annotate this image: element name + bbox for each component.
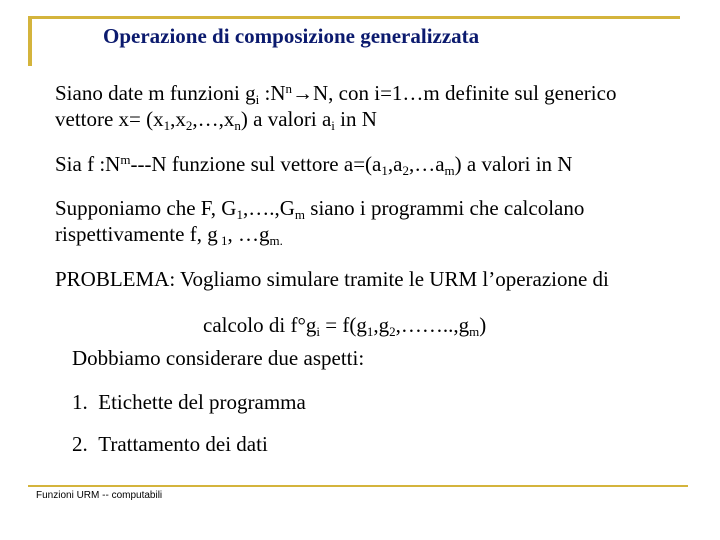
slide-title: Operazione di composizione generalizzata — [103, 24, 480, 48]
paragraph-aspects: Dobbiamo considerare due aspetti: — [72, 346, 365, 370]
paragraph-composition: calcolo di $f^\circ g_i$ = $f(g_1,g_2,\dots\dots..,g_m)$ — [203, 313, 487, 339]
bottom-rule — [28, 485, 688, 487]
footer-text: Funzioni URM -- computabili — [36, 490, 163, 501]
paragraph-problem: PROBLEMA: Vogliamo simulare tramite le URM l’operazione di — [55, 267, 609, 291]
paragraph-programs: Supponiamo che F, $G_1,\dots.,G_m$ siano i programmi che calcolano rispettivamente f, g $_1$, $\dots g_{m.}$ — [55, 196, 585, 248]
top-rule — [28, 16, 680, 19]
list-item: 2. Trattamento dei dati — [72, 432, 268, 456]
left-rule — [28, 16, 32, 66]
paragraph-functions: Siano date m funzioni $g_i$ $:N^n\to N$, con i=1…m definite sul generico vettore $x= (x_1,x_2,\dots,x_n)$ a valori $a_i$ in N — [55, 81, 617, 133]
list-item: 1. Etichette del programma — [72, 390, 306, 414]
paragraph-function-f: Sia f $:N^m---N$ funzione sul vettore $a=(a_1,a_2,\dots a_m)$ a valori in N — [55, 152, 573, 178]
